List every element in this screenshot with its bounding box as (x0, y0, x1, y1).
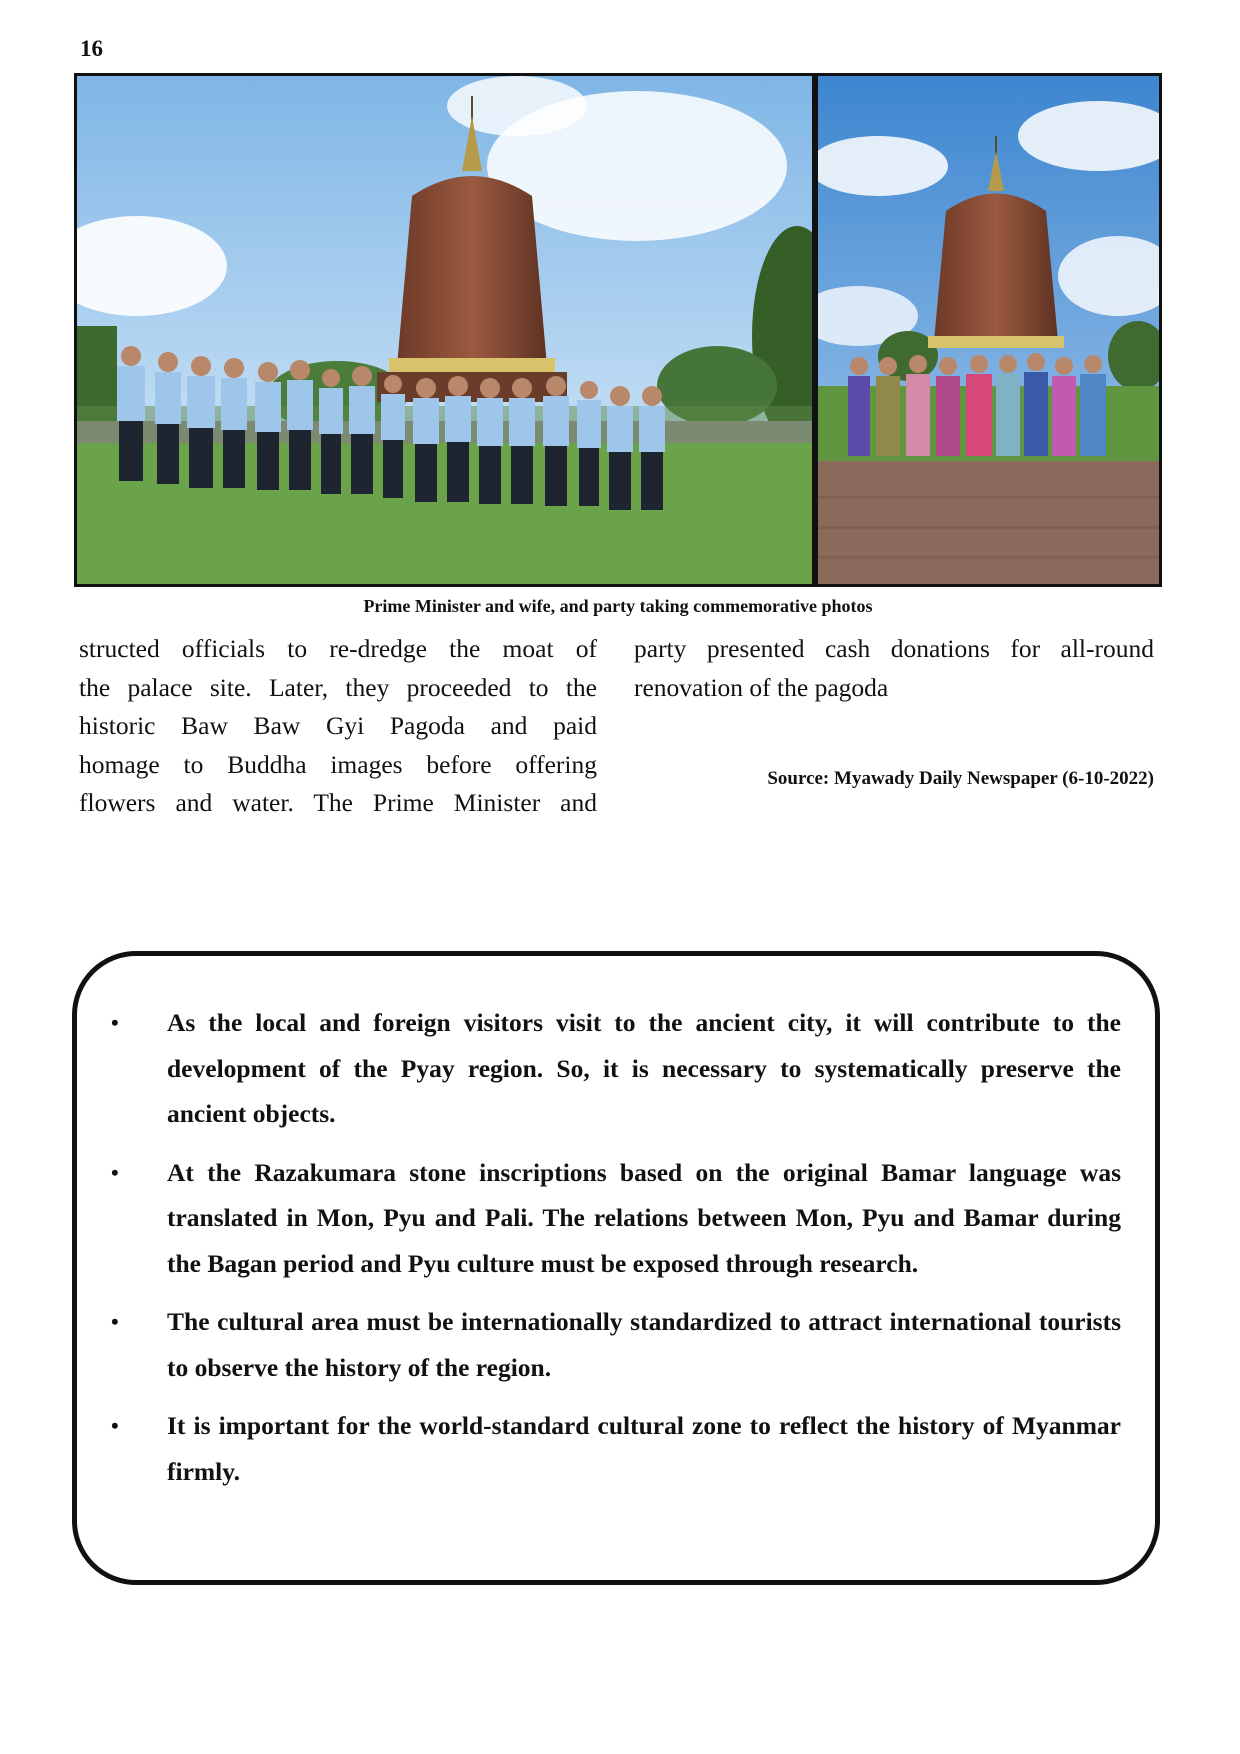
article-paragraph: party presented cash donations for all-round renovation of the pagoda (634, 634, 1154, 702)
photo-women-at-pagoda (818, 76, 1159, 584)
bullet-icon: • (111, 1159, 119, 1185)
article-line: structed officials to re-dredge the moat of (79, 634, 597, 663)
bullet-icon: • (111, 1010, 119, 1035)
page-number: 16 (80, 36, 103, 61)
article-left-column (79, 630, 597, 823)
photo-frame (74, 73, 1162, 587)
callout-item-text: It is important for the world-standard cultural zone to reflect the history of Myanmar firmly. (167, 1411, 1121, 1486)
bullet-icon: • (111, 1413, 119, 1438)
bullet-icon: • (111, 1309, 119, 1334)
article-line: historic Baw Baw Gyi Pagoda and paid (79, 711, 597, 740)
callout-item (103, 1403, 1121, 1494)
article-right-column (634, 630, 1154, 707)
callout-item (103, 1000, 1121, 1137)
article-line: homage to Buddha images before offering (79, 749, 597, 779)
photo-caption: Prime Minister and wife, and party taking commemorative photos (363, 596, 873, 616)
article-line: flowers and water. The Prime Minister and (79, 788, 597, 817)
callout-item-text: As the local and foreign visitors visit to the ancient city, it will contribute to the development of the Pyay region. So, it is necessary to systematically preserve the ancient objects. (167, 1008, 1121, 1128)
callout-list (103, 1000, 1121, 1507)
callout-item-text: At the Razakumara stone inscriptions based on the original Bamar language was translated in Mon, Pyu and Pali. The relations between Mon, Pyu and Bamar during the Bagan period and Pyu culture must be exposed through research. (167, 1157, 1121, 1278)
callout-item (103, 1150, 1121, 1287)
source-citation: Source: Myawady Daily Newspaper (6-10-2022) (767, 768, 1154, 789)
article-line: the palace site. Later, they proceeded to the (79, 672, 597, 702)
callout-item (103, 1299, 1121, 1390)
callout-box (72, 951, 1160, 1585)
callout-item-text: The cultural area must be internationally standardized to attract international tourists to observe the history of the region. (167, 1307, 1121, 1382)
photo-officials-at-pagoda (77, 76, 812, 584)
